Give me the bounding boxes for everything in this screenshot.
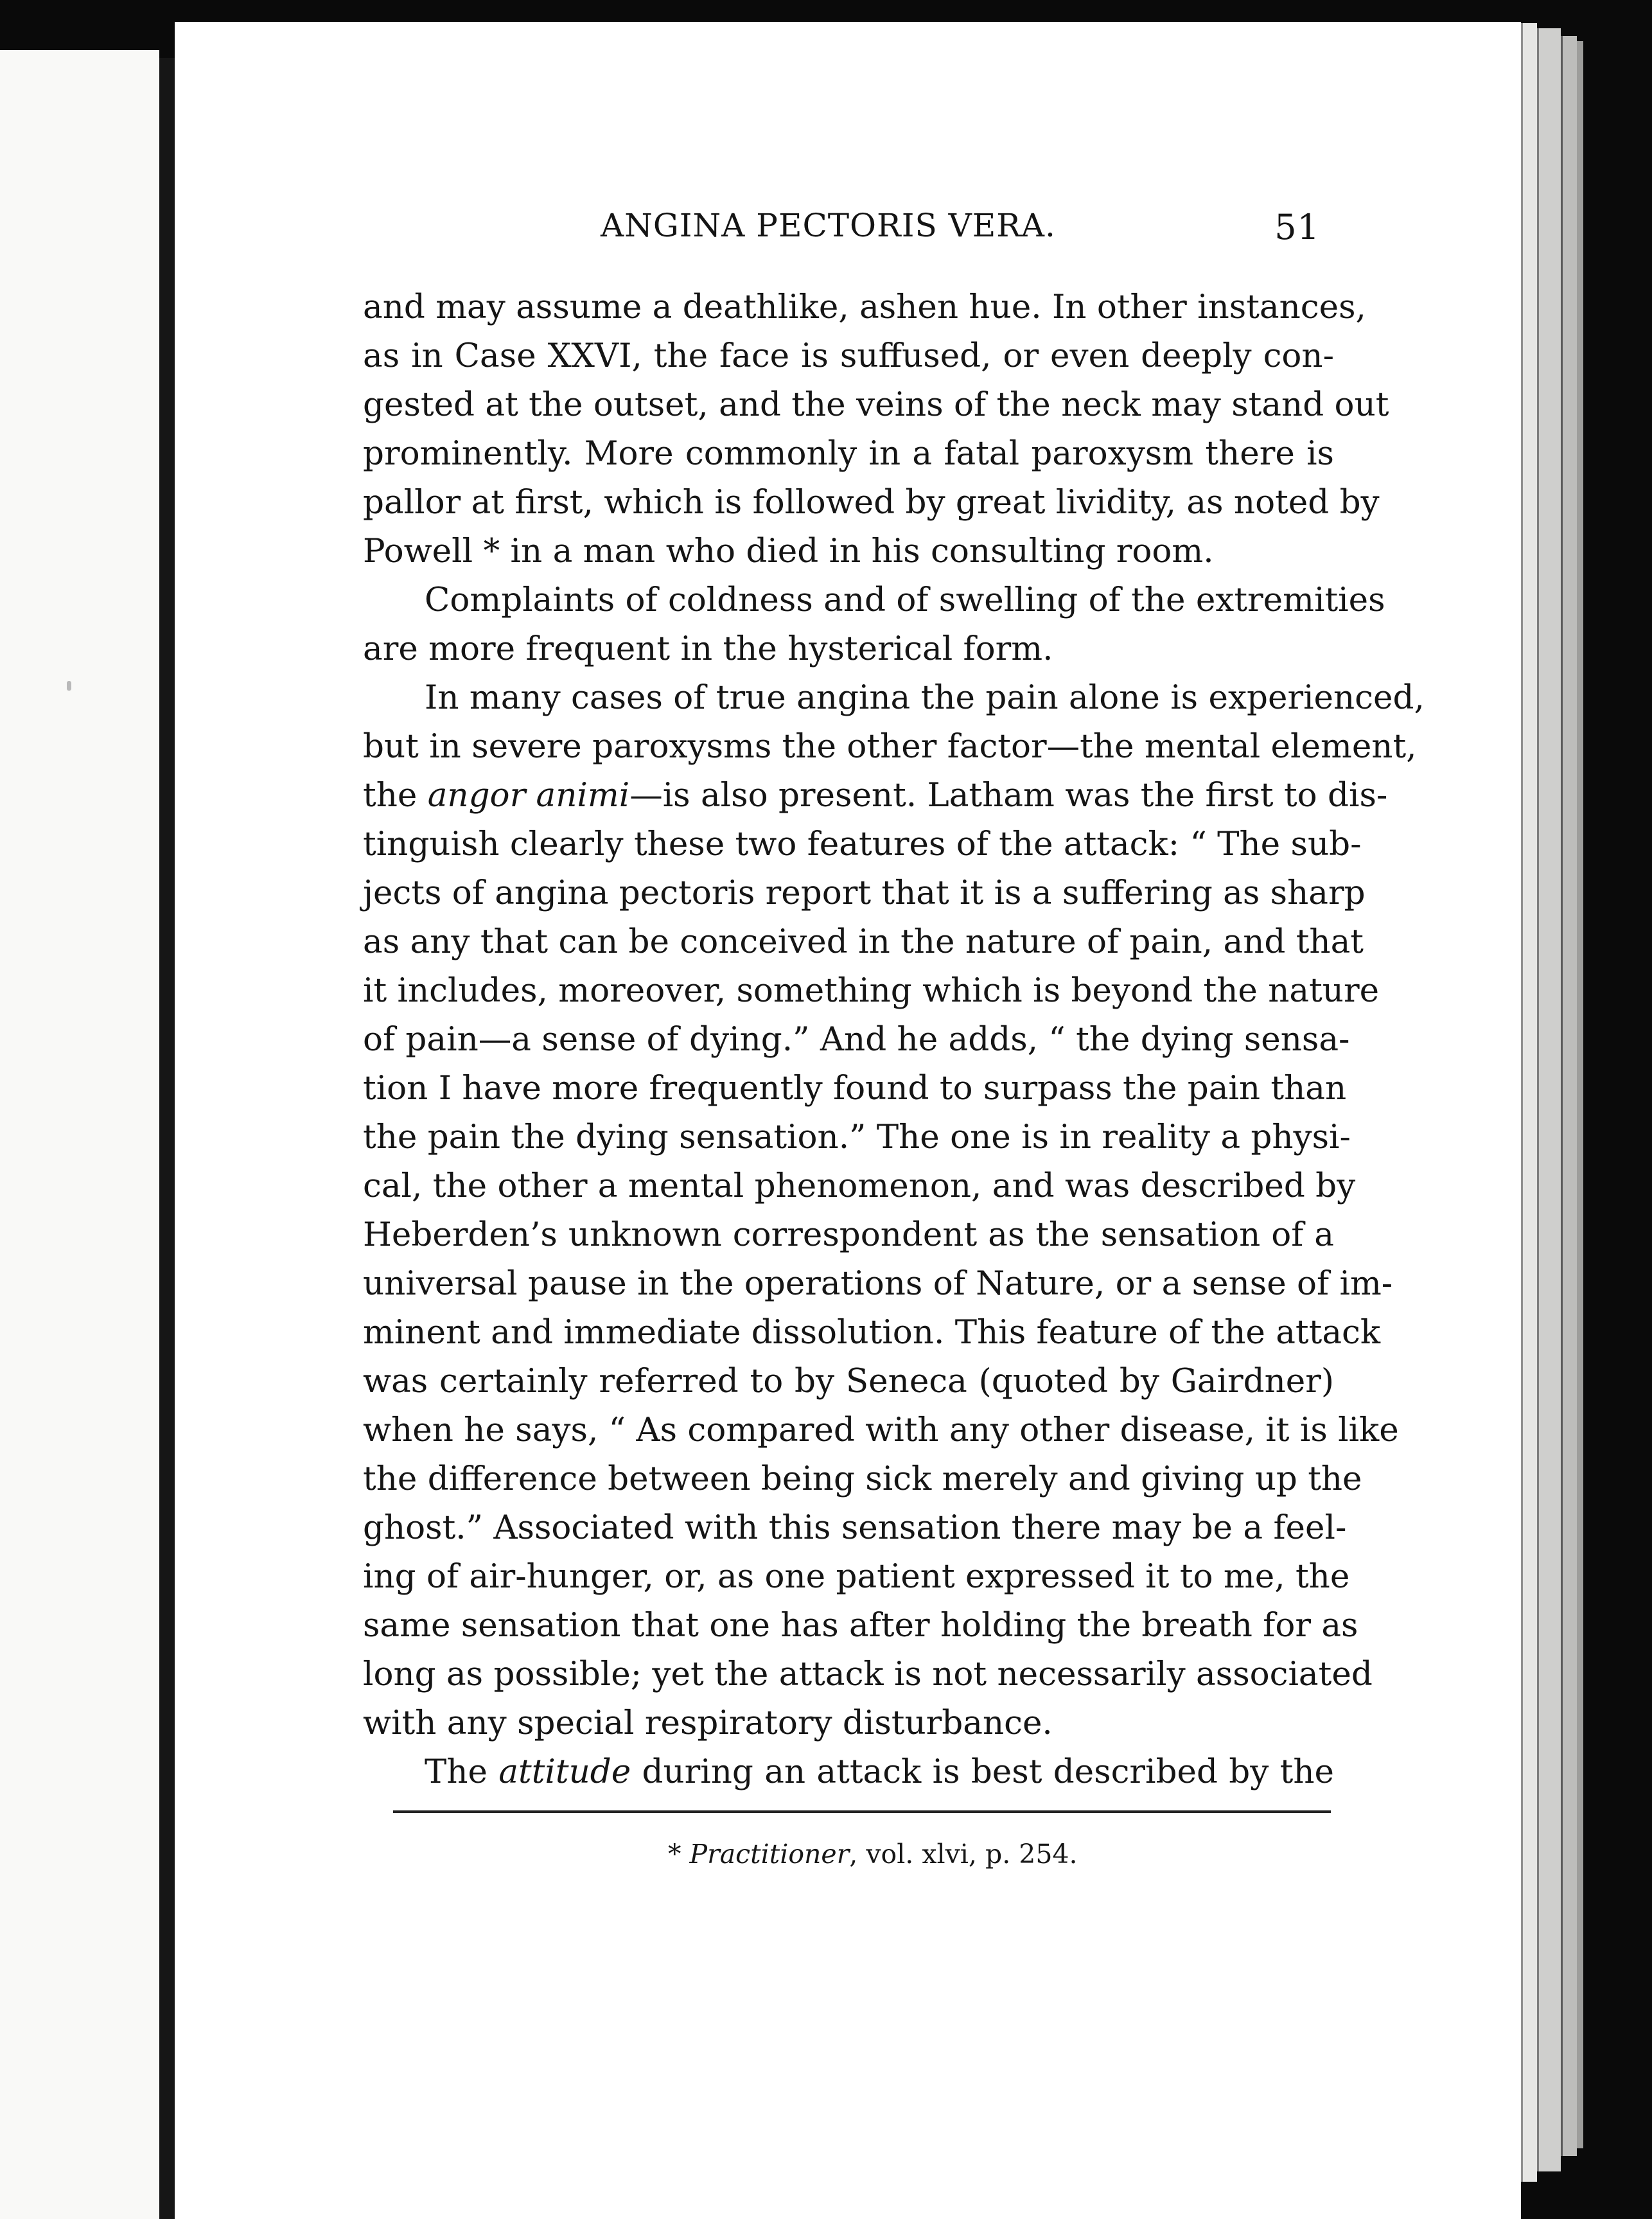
footnote-rule [393, 1810, 1331, 1813]
text-line: universal pause in the operations of Nature, or a sense of im- [363, 1264, 1393, 1303]
text-line: of pain—a sense of dying.” And he adds, “ the dying sensa- [363, 1020, 1350, 1059]
text-fragment: —is also present. Latham was the first to dis- [629, 776, 1388, 815]
text-line: ghost.” Associated with this sensation there may be a feel- [363, 1508, 1347, 1547]
book-gutter [159, 58, 175, 2219]
text-line: but in severe paroxysms the other factor—the mental element, [363, 727, 1417, 766]
footnote-marker: * [668, 1839, 681, 1870]
italic-term: angor animi [427, 776, 630, 815]
text-line: Complaints of coldness and of swelling of the extremities [425, 581, 1385, 619]
body-text [363, 283, 1425, 1796]
italic-term: attitude [498, 1753, 631, 1791]
page-edge [1521, 23, 1537, 2182]
ink-speck [67, 681, 71, 691]
text-line: ing of air-hunger, or, as one patient expressed it to me, the [363, 1557, 1350, 1596]
page-edge [1577, 41, 1583, 2148]
page-edge [1561, 36, 1577, 2156]
footnote [668, 1839, 1182, 1870]
text-line: Heberden’s unknown correspondent as the sensation of a [363, 1216, 1334, 1254]
text-line: cal, the other a mental phenomenon, and was described by [363, 1167, 1356, 1205]
text-line: minent and immediate dissolution. This feature of the attack [363, 1313, 1381, 1352]
text-fragment: the [363, 776, 417, 815]
footnote-source: Practitioner [689, 1839, 850, 1870]
text-fragment: during an attack is best described by the [642, 1753, 1334, 1791]
running-head [601, 207, 1320, 258]
text-line: same sensation that one has after holding the breath for as [363, 1606, 1358, 1645]
text-line [363, 1747, 1334, 1796]
text-line: gested at the outset, and the veins of the neck may stand out [363, 385, 1389, 424]
text-line: Powell * in a man who died in his consulting room. [363, 532, 1214, 570]
text-fragment: The [425, 1753, 488, 1791]
text-line: was certainly referred to by Seneca (quoted by Gairdner) [363, 1362, 1334, 1401]
page-edge [1537, 28, 1561, 2171]
facing-page [0, 50, 159, 2219]
text-line: long as possible; yet the attack is not necessarily associated [363, 1655, 1373, 1693]
text-line: prominently. More commonly in a fatal paroxysm there is [363, 434, 1334, 473]
running-head-title: ANGINA PECTORIS VERA. [601, 207, 1056, 244]
text-line: tinguish clearly these two features of the attack: “ The sub- [363, 825, 1362, 863]
page-number: 51 [1274, 207, 1320, 247]
text-line: the pain the dying sensation.” The one is in reality a physi- [363, 1118, 1351, 1156]
text-line: as in Case XXVI, the face is suffused, or even deeply con- [363, 337, 1334, 375]
text-line: it includes, moreover, something which is beyond the nature [363, 971, 1380, 1010]
text-line: as any that can be conceived in the nature of pain, and that [363, 923, 1364, 961]
text-line: and may assume a deathlike, ashen hue. In other instances, [363, 288, 1366, 326]
text-line: the difference between being sick merely and giving up the [363, 1460, 1362, 1498]
text-line: pallor at first, which is followed by great lividity, as noted by [363, 483, 1380, 522]
text-line [363, 771, 1388, 820]
footnote-citation: , vol. xlvi, p. 254. [849, 1839, 1078, 1870]
text-line: are more frequent in the hysterical form. [363, 630, 1053, 668]
text-line: when he says, “ As compared with any other disease, it is like [363, 1411, 1399, 1449]
text-line: with any special respiratory disturbance. [363, 1704, 1053, 1742]
text-line: In many cases of true angina the pain alone is experienced, [425, 678, 1425, 717]
text-line: tion I have more frequently found to surpass the pain than [363, 1069, 1347, 1108]
text-line: jects of angina pectoris report that it is a suffering as sharp [363, 874, 1366, 912]
